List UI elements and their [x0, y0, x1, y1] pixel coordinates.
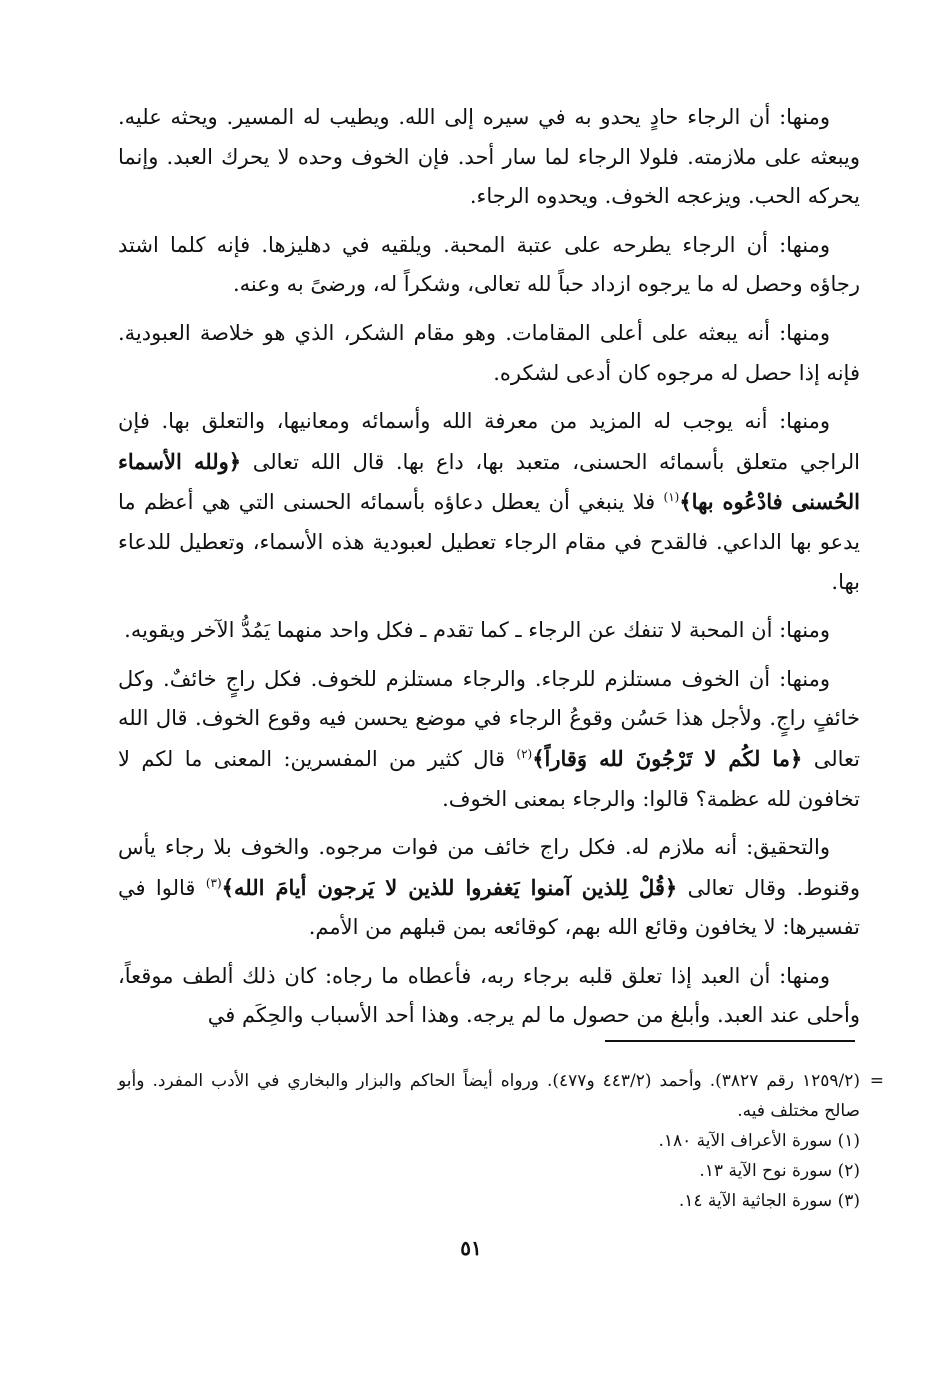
paragraph-text: قالوا في تفسيرها: لا يخافون وقائع الله بهم، كوقائعه بمن قبلهم من الأمم. [118, 875, 860, 940]
footnote-separator [605, 1040, 855, 1042]
paragraph [118, 226, 860, 305]
footnote-reference: (١) [663, 490, 680, 505]
paragraph-text: قال كثير من المفسرين: المعنى ما لكم لا تخافون لله عظمة؟ قالوا: والرجاء بمعنى الخوف. [118, 746, 860, 811]
paragraph-text: ومنها: أنه يبعثه على أعلى المقامات. وهو مقام الشكر، الذي هو خلاصة العبودية. فإنه إذا حصل له مرجوه كان أدعى لشكره. [118, 320, 860, 385]
paragraph-text: ومنها: أن العبد إذا تعلق قلبه برجاء ربه، فأعطاه ما رجاه: كان ذلك ألطف موقعاً، وأحلى عند العبد. وأبلغ من حصول ما لم يرجه. وهذا أحد الأسباب والحِكَم في [118, 963, 860, 1028]
body-text [118, 98, 860, 1045]
paragraph [118, 98, 860, 217]
footnote-reference: (٣) [205, 875, 222, 890]
paragraph-text: ومنها: أن الرجاء يطرحه على عتبة المحبة. ويلقيه في دهليزها. فإنه كلما اشتد رجاؤه وحصل له ما يرجوه ازداد حباً لله تعالى، وشكراً له، ورضىً به وعنه. [118, 232, 860, 297]
quran-quote: ﴿قُلْ لِلذين آمنوا يَغفروا للذين لا يَرجون أيامَ الله﴾ [221, 874, 678, 900]
footnote-continued-text: (١٢٥٩/٢ رقم ٣٨٢٧). وأحمد (٤٤٣/٢ و٤٧٧). ورواه أيضاً الحاكم والبزار والبخاري في الأدب المفرد. وأبو صالح مختلف فيه. [118, 1071, 861, 1121]
footnote-reference: (٢) [516, 746, 533, 761]
paragraph-text: ومنها: أنه يوجب له المزيد من معرفة الله وأسمائه ومعانيها، والتعلق بها. فإن الراجي متعلق بأسمائه الحسنى، متعبد بها، داع بها. قال الله تعالى [118, 409, 861, 474]
paragraph [118, 660, 860, 819]
footnotes [118, 1066, 884, 1216]
paragraph-text: ومنها: أن الخوف مستلزم للرجاء. والرجاء مستلزم للخوف. فكل راجٍ خائفٌ. وكل خائفٍ راجٍ. ولأجل هذا حَسُن وقوعُ الرجاء في موضع يحسن فيه وقوع الخوف. قال الله تعالى [118, 666, 861, 771]
footnote-item: (٢) سورة نوح الآية ١٣. [699, 1161, 860, 1181]
paragraph [118, 314, 860, 393]
paragraph [118, 957, 860, 1036]
paragraph [118, 611, 860, 651]
paragraph-text: والتحقيق: أنه ملازم له. فكل راج خائف من فوات مرجوه. والخوف بلا رجاء يأس وقنوط. وقال تعالى [118, 835, 860, 900]
page-number: ٥١ [460, 1236, 482, 1260]
paragraph [118, 828, 860, 948]
footnote-item: (٣) سورة الجاثية الآية ١٤. [678, 1191, 860, 1211]
continuation-mark: = [869, 1071, 884, 1091]
footnote-continued [118, 1066, 884, 1126]
paragraph-text: ومنها: أن الرجاء حادٍ يحدو به في سيره إلى الله. ويطيب له المسير. ويحثه عليه. ويبعثه على ملازمته. فلولا الرجاء لما سار أحد. فإن الخوف وحده لا يحرك العبد. وإنما يحركه الحب. ويزعجه الخوف. ويحدوه الرجاء. [118, 105, 860, 209]
footnote-item: (١) سورة الأعراف الآية ١٨٠. [658, 1131, 860, 1151]
paragraph-text: فلا ينبغي أن يعطل دعاؤه بأسمائه الحسنى التي هي أعظم ما يدعو بها الداعي. فالقدح في مقام الرجاء تعطيل لعبودية هذه الأسماء، وتعطيل للدعاء بها. [118, 490, 860, 594]
quran-quote: ﴿ولله الأسماء الحُسنى فادْعُوه بها﴾ [118, 448, 860, 515]
paragraph [118, 402, 860, 602]
paragraph-text: ومنها: أن المحبة لا تنفك عن الرجاء ـ كما تقدم ـ فكل واحد منهما يَمُدُّ الآخر ويقويه. [124, 618, 830, 643]
quran-quote: ﴿ما لكُم لا تَرْجُونَ لله وَقاراً﴾ [532, 745, 803, 771]
